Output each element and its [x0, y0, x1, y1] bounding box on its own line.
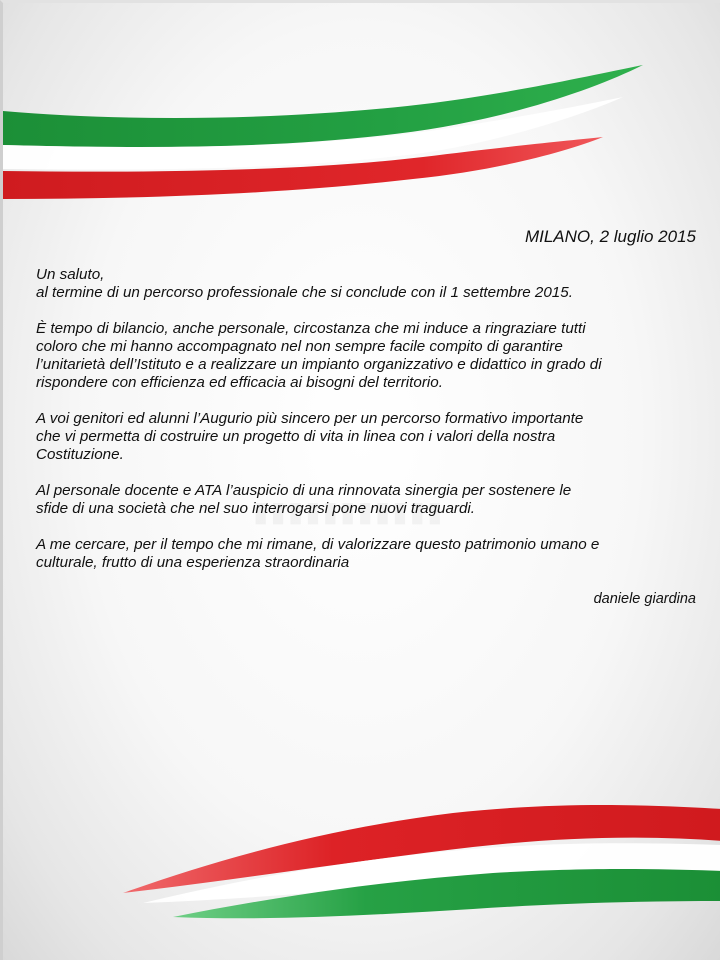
paragraph-line: rispondere con efficienza ed efficacia ai bisogni del territorio.	[36, 374, 443, 391]
letter-body	[36, 228, 696, 608]
paragraph-line: Al personale docente e ATA l’auspicio di una rinnovata sinergia per sostenere le	[36, 482, 572, 499]
letter-date: MILANO, 2 luglio 2015	[524, 227, 696, 246]
signature: daniele giardina	[593, 591, 696, 607]
greeting-line: al termine di un percorso professionale che si conclude con il 1 settembre 2015.	[36, 284, 573, 301]
paragraph-bilancio	[36, 320, 696, 392]
italian-flag-swoosh-top	[3, 53, 720, 223]
faint-watermark	[253, 495, 473, 529]
italian-flag-swoosh-bottom	[3, 783, 720, 943]
flag-stripe-green	[3, 65, 643, 147]
paragraph-conclusione	[36, 536, 696, 572]
paragraph-line: È tempo di bilancio, anche personale, circostanza che mi induce a ringraziare tutti	[36, 320, 586, 337]
greeting	[36, 266, 696, 302]
paragraph-genitori	[36, 410, 696, 464]
paragraph-line: culturale, frutto di una esperienza straordinaria	[36, 554, 350, 571]
paragraph-line: che vi permetta di costruire un progetto di vita in linea con i valori della nostra	[36, 428, 556, 445]
paragraph-line: A voi genitori ed alunni l’Augurio più sincero per un percorso formativo importante	[36, 410, 584, 427]
paragraph-line: sfide di una società che nel suo interrogarsi pone nuovi traguardi.	[36, 500, 476, 517]
paragraph-line: Costituzione.	[36, 446, 124, 463]
paragraph-line: A me cercare, per il tempo che mi rimane, di valorizzare questo patrimonio umano e	[36, 536, 600, 553]
paragraph-line: coloro che mi hanno accompagnato nel non sempre facile compito di garantire	[36, 338, 563, 355]
paragraph-line: l’unitarietà dell’Istituto e a realizzare un impianto organizzativo e didattico in grado di	[36, 356, 602, 373]
greeting-line: Un saluto,	[36, 266, 105, 283]
